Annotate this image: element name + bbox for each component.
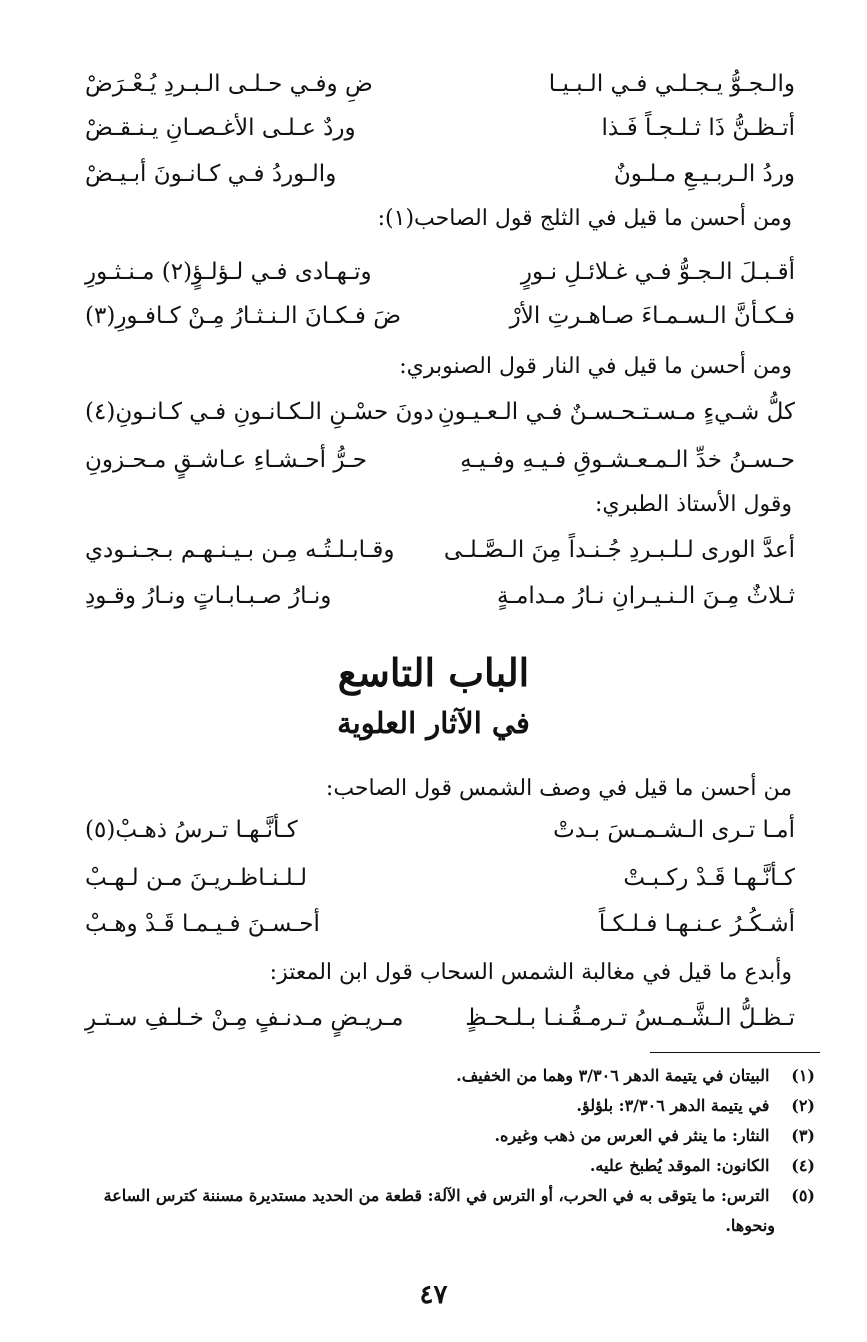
prose-intro: من أحسن ما قيل في وصف الشمس قول الصاحب: xyxy=(325,776,792,801)
footnote-text: الترس: ما يتوقى به في الحرب، أو الترس في الآلة: قطعة من الحديد مستديرة مسننة كترس الساعة xyxy=(103,1186,770,1205)
prose-intro: وقول الأستاذ الطبري: xyxy=(595,492,792,517)
verse-second-hemistich: دونَ حسْـنِ الـكـانـونِ فـي كـانـونِ(٤) xyxy=(85,399,434,425)
verse-first-hemistich: أعدَّ الورى لـلـبـردِ جُـنـداً مِنَ الـصَّـلـى xyxy=(443,537,795,563)
verse-line xyxy=(85,62,795,106)
prose-intro: ومن أحسن ما قيل في النار قول الصنوبري: xyxy=(399,354,792,379)
verse-line xyxy=(85,438,795,482)
footnote xyxy=(40,1096,815,1115)
verse-line xyxy=(85,856,795,900)
verse-first-hemistich: فـكـأنَّ الـسـمـاءَ صـاهـرتِ الأرْ xyxy=(509,303,795,329)
prose-intro: ومن أحسن ما قيل في الثلج قول الصاحب(١): xyxy=(377,206,792,231)
footnote-number: (١) xyxy=(791,1066,815,1085)
footnote-text: البيتان في يتيمة الدهر ٣/٣٠٦ وهما من الخفيف. xyxy=(456,1066,770,1085)
footnote xyxy=(40,1156,815,1175)
chapter-subtitle: في الآثار العلوية xyxy=(337,706,530,740)
verse-line xyxy=(85,106,795,150)
verse-first-hemistich: أمـا تـرى الـشـمـسَ بـدتْ xyxy=(553,817,795,843)
verse-second-hemistich: وردٌ عـلـى الأغـصـانِ يـنـقـضْ xyxy=(85,115,356,141)
verse-line xyxy=(85,294,795,338)
verse-second-hemistich: والـوردُ فـي كـانـونَ أبـيـضْ xyxy=(85,161,337,187)
verse-line xyxy=(85,574,795,618)
verse-line xyxy=(85,390,795,434)
verse-first-hemistich: تـظـلُّ الـشَّـمـسُ تـرمـقُـنـا بـلـحـظٍ xyxy=(465,1005,795,1031)
verse-second-hemistich: ونـارُ صـبـابـاتٍ ونـارُ وقـودِ xyxy=(85,583,332,609)
verse-first-hemistich: أشـكُـرُ عـنـهـا فـلـكـاً xyxy=(598,911,795,937)
verse-first-hemistich: كـأنَّـهـا قَـدْ ركـبـتْ xyxy=(623,865,795,891)
verse-second-hemistich: ضِ وفـي حـلـى الـبـردِ يُـعْـرَضْ xyxy=(85,71,373,97)
verse-second-hemistich: حـرُّ أحـشـاءِ عـاشـقٍ مـحـزونِ xyxy=(85,447,367,473)
footnote-number: (٤) xyxy=(791,1156,815,1175)
page-number: ٤٧ xyxy=(419,1280,448,1310)
verse-second-hemistich: أحـسـنَ فـيـمـا قَـدْ وهـبْ xyxy=(85,911,320,937)
verse-line xyxy=(85,808,795,852)
footnote-text: في يتيمة الدهر ٣/٣٠٦: بلؤلؤ. xyxy=(576,1096,770,1115)
footnote xyxy=(40,1126,815,1145)
verse-second-hemistich: كـأنَّـهـا تـرسُ ذهـبْ(٥) xyxy=(85,817,298,843)
footnote-number: (٣) xyxy=(791,1126,815,1145)
chapter-title: الباب التاسع xyxy=(337,650,530,695)
verse-second-hemistich: وتـهـادى فـي لـؤلـؤٍ(٢) مـنـثـورِ xyxy=(85,259,372,285)
footnote xyxy=(40,1186,815,1205)
verse-second-hemistich: وقـابـلـتُـه مِـن بـيـنـهـم بـجـنـودي xyxy=(85,537,395,563)
footnote-separator xyxy=(650,1052,820,1053)
verse-first-hemistich: كلُّ شـيءٍ مـسـتـحـسـنٌ فـي الـعـيـونِ xyxy=(437,399,795,425)
verse-line xyxy=(85,250,795,294)
verse-first-hemistich: والـجـوُّ يـجـلـي فـي الـبـيـا xyxy=(548,71,795,97)
verse-line xyxy=(85,152,795,196)
verse-first-hemistich: وردُ الـربـيـعِ مـلـونٌ xyxy=(613,161,795,187)
footnote-number: (٥) xyxy=(791,1186,815,1205)
footnote-number: (٢) xyxy=(791,1096,815,1115)
prose-intro: وأبدع ما قيل في مغالبة الشمس السحاب قول ابن المعتز: xyxy=(269,960,792,985)
footnote-text: النثار: ما ينثر في العرس من ذهب وغيره. xyxy=(494,1126,770,1145)
verse-second-hemistich: لـلـنـاظـريـنَ مـن لـهـبْ xyxy=(85,865,308,891)
verse-line xyxy=(85,996,795,1040)
footnote-continuation: ونحوها. xyxy=(725,1216,775,1235)
verse-first-hemistich: أقـبـلَ الـجـوُّ فـي غـلائـلِ نـورٍ xyxy=(520,259,795,285)
footnote xyxy=(40,1066,815,1085)
verse-second-hemistich: ضَ فـكـانَ الـنـثـارُ مِـنْ كـافـورِ(٣) xyxy=(85,303,402,329)
verse-second-hemistich: مـريـضٍ مـدنـفٍ مِـنْ خـلـفِ سـتـرِ xyxy=(85,1005,404,1031)
verse-line xyxy=(85,902,795,946)
footnote-text: الكانون: الموقد يُطبخ عليه. xyxy=(589,1156,770,1175)
verse-first-hemistich: ثـلاثٌ مِـنَ الـنـيـرانِ نـارُ مـدامـةٍ xyxy=(497,583,795,609)
verse-first-hemistich: حـسـنُ خدِّ الـمـعـشـوقِ فـيـهِ وفـيـهِ xyxy=(460,447,795,473)
verse-line xyxy=(85,528,795,572)
verse-first-hemistich: أتـظـنُّ ذَا ثـلـجـاً فَـذا xyxy=(601,115,795,141)
